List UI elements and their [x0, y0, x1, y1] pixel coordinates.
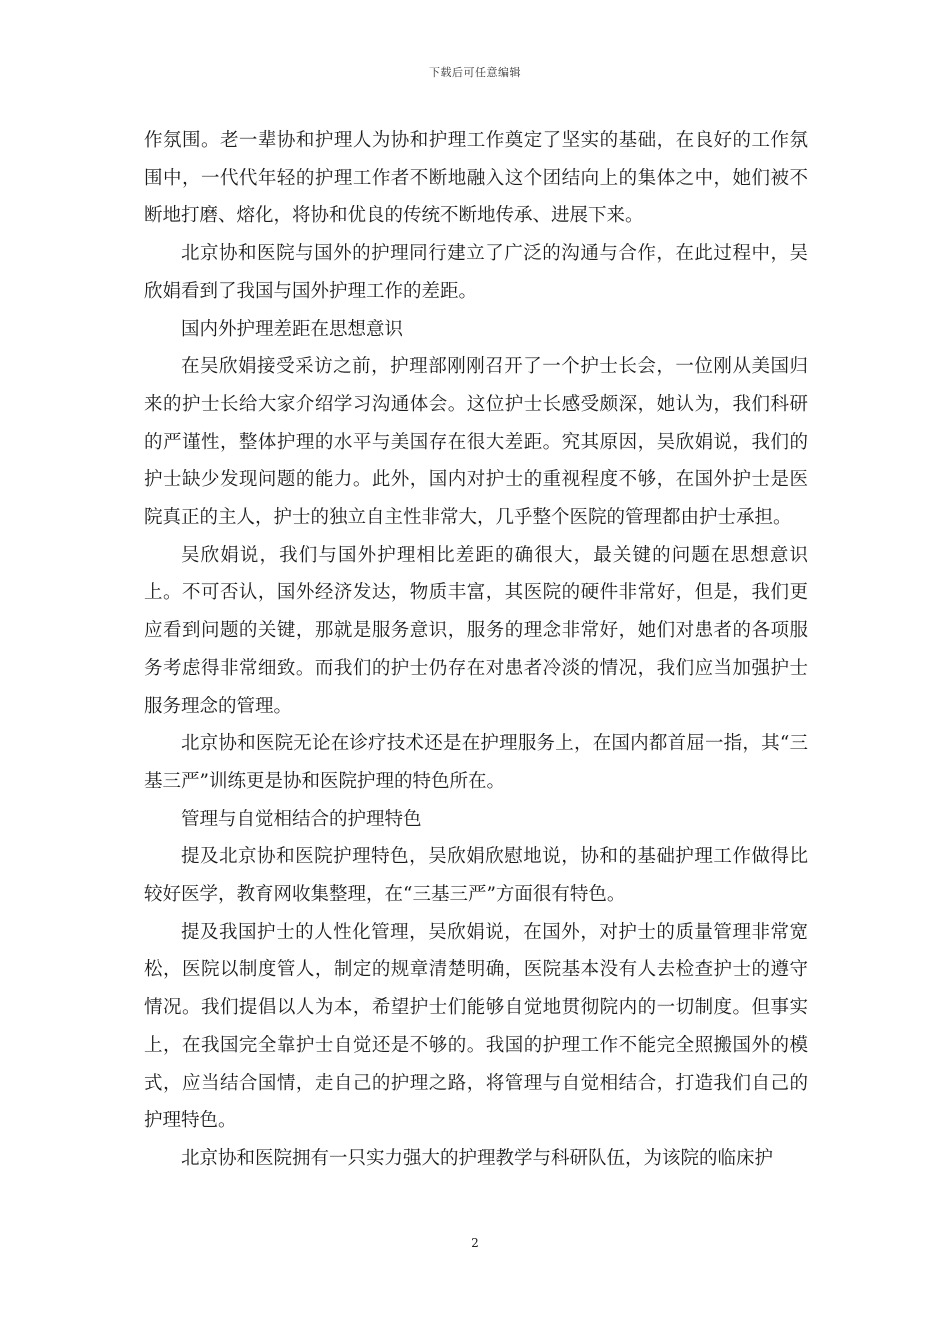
- paragraph: 北京协和医院无论在诊疗技术还是在护理服务上，在国内都首屈一指，其“三基三严”训练更是协和医院护理的特色所在。: [144, 733, 808, 792]
- paragraph: 作氛围。老一辈协和护理人为协和护理工作奠定了坚实的基础，在良好的工作氛围中，一代代年轻的护理工作者不断地融入这个团结向上的集体之中，她们被不断地打磨、熔化，将协和优良的传统不断地传承、进展下来。: [144, 130, 808, 227]
- section-heading: 国内外护理差距在思想意识: [181, 318, 404, 340]
- paragraph: 提及北京协和医院护理特色，吴欣娟欣慰地说，协和的基础护理工作做得比较好医学，教育网收集整理，在“三基三严”方面很有特色。: [144, 846, 808, 906]
- paragraph: 提及我国护士的人性化管理，吴欣娟说，在国外，对护士的质量管理非常宽松，医院以制度管人，制定的规章清楚明确，医院基本没有人去检查护士的遵守情况。我们提倡以人为本，希望护士们能够自觉地贯彻院内的一切制度。但事实上，在我国完全靠护士自觉还是不够的。我国的护理工作不能完全照搬国外的模式，应当结合国情，走自己的护理之路，将管理与自觉相结合，打造我们自己的护理特色。: [144, 921, 808, 1132]
- paragraph: 吴欣娟说，我们与国外护理相比差距的确很大，最关键的问题在思想意识上。不可否认，国外经济发达，物质丰富，其医院的硬件非常好，但是，我们更应看到问题的关键，那就是服务意识，服务的理念非常好，她们对患者的各项服务考虑得非常细致。而我们的护士仍存在对患者冷淡的情况，我们应当加强护士服务理念的管理。: [144, 544, 808, 717]
- paragraph: 北京协和医院拥有一只实力强大的护理教学与科研队伍，为该院的临床护: [181, 1147, 774, 1169]
- paragraph: 在吴欣娟接受采访之前，护理部刚刚召开了一个护士长会，一位刚从美国归来的护士长给大家介绍学习沟通体会。这位护士长感受颇深，她认为，我们科研的严谨性，整体护理的水平与美国存在很大差距。究其原因，吴欣娟说，我们的护士缺少发现问题的能力。此外，国内对护士的重视程度不够，在国外护士是医院真正的主人，护士的独立自主性非常大，几乎整个医院的管理都由护士承担。: [144, 356, 808, 529]
- section-heading: 管理与自觉相结合的护理特色: [181, 808, 422, 830]
- page-header: 下载后可任意编辑: [429, 66, 521, 79]
- page-number: 2: [471, 1236, 479, 1250]
- document-body: [144, 122, 808, 1178]
- paragraph: 北京协和医院与国外的护理同行建立了广泛的沟通与合作，在此过程中，吴欣娟看到了我国与国外护理工作的差距。: [144, 243, 808, 302]
